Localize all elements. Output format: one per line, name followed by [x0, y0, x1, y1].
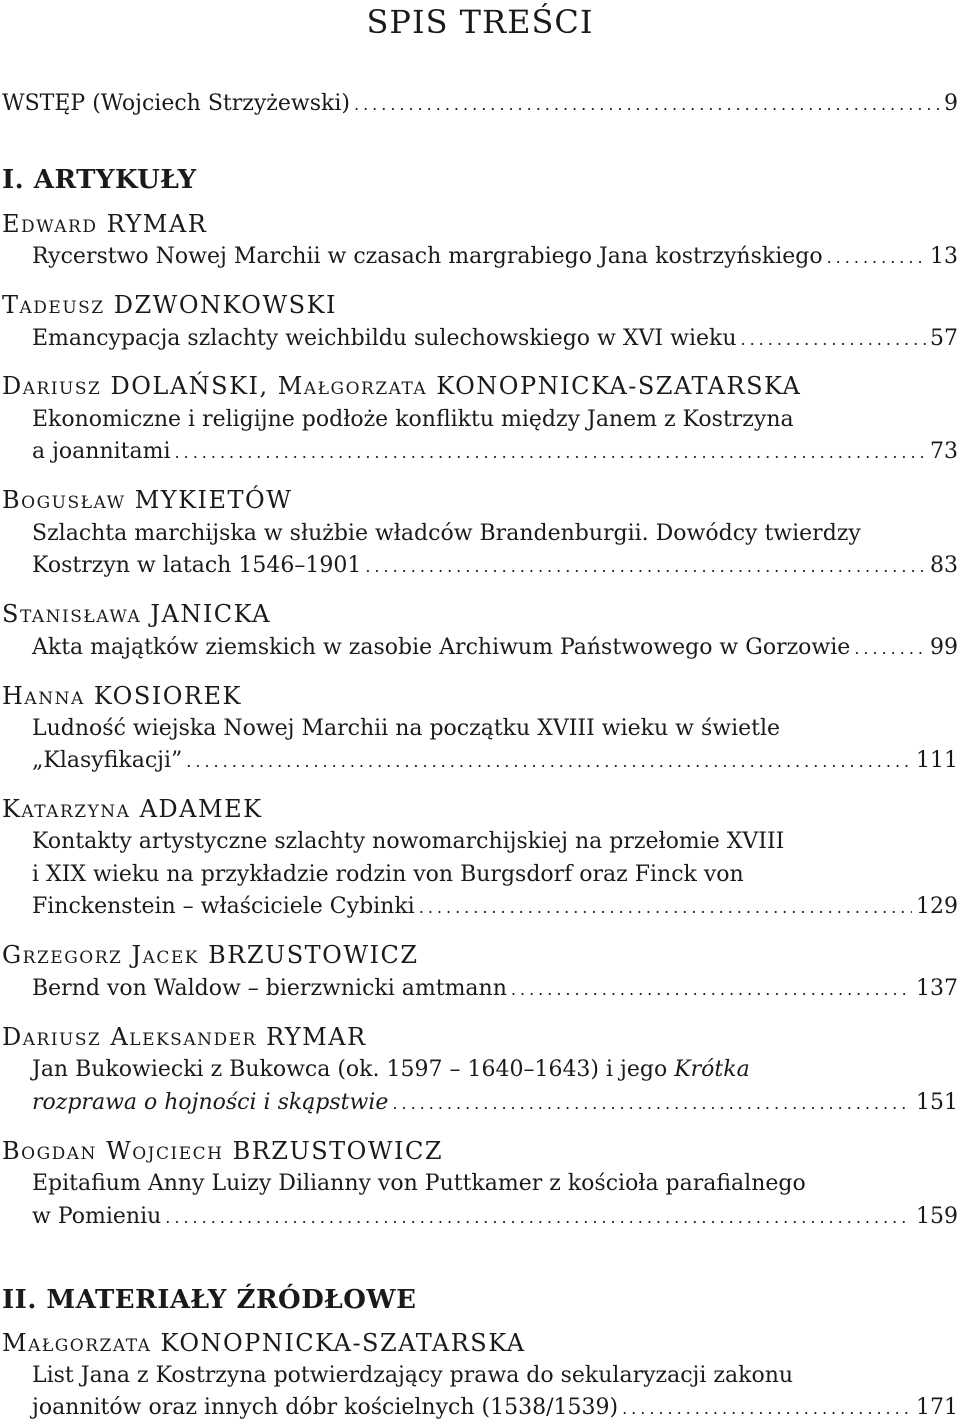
author-given-name: Dariusz	[2, 372, 102, 400]
toc-entry[interactable]	[32, 633, 958, 664]
author-given-name: Grzegorz Jacek	[2, 941, 199, 969]
entry-title-line: i XIX wieku na przykładzie rodzin von Burgsdorf oraz Finck von	[32, 862, 744, 887]
author-surname: JANICKA	[150, 600, 271, 628]
leader-dots	[854, 634, 926, 664]
leader-dots	[392, 1089, 912, 1119]
toc-entry[interactable]	[32, 1393, 958, 1424]
entry-title: Finckenstein – właściciele Cybinki	[32, 894, 415, 919]
entry-title-line: Ludność wiejska Nowej Marchii na początku XVIII wieku w świetle	[32, 716, 781, 741]
page-number: 13	[930, 244, 958, 269]
toc-entry[interactable]	[32, 1088, 958, 1119]
page-number: 9	[944, 91, 958, 116]
author-given-name: Małgorzata	[2, 1329, 152, 1357]
author-surname: DZWONKOWSKI	[113, 291, 337, 319]
author-given-name: Bogusław	[2, 486, 126, 514]
toc-entry[interactable]	[32, 1202, 958, 1233]
author-surname: MYKIETÓW	[134, 486, 293, 514]
author-surname: KOSIOREK	[93, 682, 242, 710]
toc-entry[interactable]	[32, 892, 958, 923]
page-number: 151	[916, 1090, 958, 1115]
page-number: 73	[930, 439, 958, 464]
page-number: 137	[916, 976, 958, 1001]
entry-title: joannitów oraz innych dóbr kościelnych (1538/1539)	[32, 1395, 619, 1420]
leader-dots	[419, 893, 912, 923]
author-surname: RYMAR	[265, 1023, 367, 1051]
entry-title-text: Jan Bukowiecki z Bukowca (ok. 1597 – 1640–1643) i jego	[32, 1057, 668, 1082]
entry-title-line: Ekonomiczne i religijne podłoże konfliktu między Janem z Kostrzyna	[32, 407, 794, 432]
leader-dots	[622, 1394, 912, 1424]
entry-author	[2, 680, 242, 712]
entry-author	[2, 598, 271, 630]
entry-title: „Klasyfikacji”	[32, 748, 183, 773]
entry-title-line: Kontakty artystyczne szlachty nowomarchijskiej na przełomie XVIII	[32, 829, 785, 854]
author-surname: KONOPNICKA-SZATARSKA	[160, 1329, 526, 1357]
leader-dots	[165, 1203, 912, 1233]
page-number: 129	[916, 894, 958, 919]
toc-entry[interactable]	[32, 746, 958, 777]
entry-title-line: Szlachta marchijska w służbie władców Brandenburgii. Dowódcy twierdzy	[32, 521, 861, 546]
entry-author	[2, 1021, 367, 1053]
toc-entry[interactable]	[32, 437, 958, 468]
author-given-name: Edward	[2, 210, 98, 238]
toc-entry[interactable]	[32, 974, 958, 1005]
entry-title: WSTĘP (Wojciech Strzyżewski)	[2, 91, 350, 116]
entry-title: Akta majątków ziemskich w zasobie Archiwum Państwowego w Gorzowie	[32, 635, 851, 660]
leader-dots	[354, 90, 940, 120]
page-number: 171	[916, 1395, 958, 1420]
author-surname: DOLAŃSKI,	[110, 372, 269, 400]
author-given-name: Hanna	[2, 682, 85, 710]
toc-entry[interactable]	[32, 324, 958, 355]
author-given-name: Stanisława	[2, 600, 142, 628]
entry-title: Kostrzyn w latach 1546–1901	[32, 553, 362, 578]
entry-title: w Pomieniu	[32, 1204, 162, 1229]
page-number: 159	[916, 1204, 958, 1229]
entry-title: Bernd von Waldow – bierzwnicki amtmann	[32, 976, 507, 1001]
entry-author	[2, 208, 207, 240]
author-given-name: Bogdan Wojciech	[2, 1137, 224, 1165]
author-surname: BRZUSTOWICZ	[208, 941, 419, 969]
leader-dots	[186, 747, 912, 777]
toc-entry[interactable]	[32, 242, 958, 273]
entry-title: Emancypacja szlachty weichbildu sulechowskiego w XVI wieku	[32, 326, 737, 351]
entry-author	[2, 793, 263, 825]
author-surname: BRZUSTOWICZ	[232, 1137, 444, 1165]
page-number: 99	[930, 635, 958, 660]
entry-title: rozprawa o hojności i skąpstwie	[32, 1090, 389, 1115]
entry-title-italic: Krótka	[674, 1057, 750, 1082]
page-number: 83	[930, 553, 958, 578]
toc-entry-intro[interactable]	[2, 89, 958, 120]
author-surname: ADAMEK	[139, 795, 263, 823]
author-surname: RYMAR	[106, 210, 208, 238]
page-title: SPIS TREŚCI	[366, 3, 594, 41]
toc-entry[interactable]	[32, 551, 958, 582]
entry-author	[2, 1327, 526, 1359]
entry-author	[2, 370, 801, 402]
entry-title-line: Epitafium Anny Luizy Dilianny von Puttkamer z kościoła parafialnego	[32, 1171, 806, 1196]
entry-author	[2, 289, 337, 321]
leader-dots	[365, 552, 926, 582]
entry-title-line: List Jana z Kostrzyna potwierdzający prawa do sekularyzacji zakonu	[32, 1363, 794, 1388]
entry-title: Rycerstwo Nowej Marchii w czasach margrabiego Jana kostrzyńskiego	[32, 244, 823, 269]
entry-title: a joannitami	[32, 439, 171, 464]
section-heading: I. ARTYKUŁY	[2, 165, 197, 195]
entry-author	[2, 484, 292, 516]
section-heading: II. MATERIAŁY ŹRÓDŁOWE	[2, 1285, 417, 1315]
page-number: 111	[916, 748, 958, 773]
entry-title-line	[32, 1055, 750, 1085]
entry-author	[2, 1135, 443, 1167]
author-given-name: Małgorzata	[277, 372, 428, 400]
leader-dots	[511, 975, 912, 1005]
author-surname: KONOPNICKA-SZATARSKA	[436, 372, 802, 400]
entry-author	[2, 939, 419, 971]
page-number: 57	[930, 326, 958, 351]
leader-dots	[827, 243, 926, 273]
author-given-name: Katarzyna	[2, 795, 131, 823]
leader-dots	[175, 438, 926, 468]
leader-dots	[741, 325, 927, 355]
author-given-name: Tadeusz	[2, 291, 105, 319]
author-given-name: Dariusz Aleksander	[2, 1023, 257, 1051]
